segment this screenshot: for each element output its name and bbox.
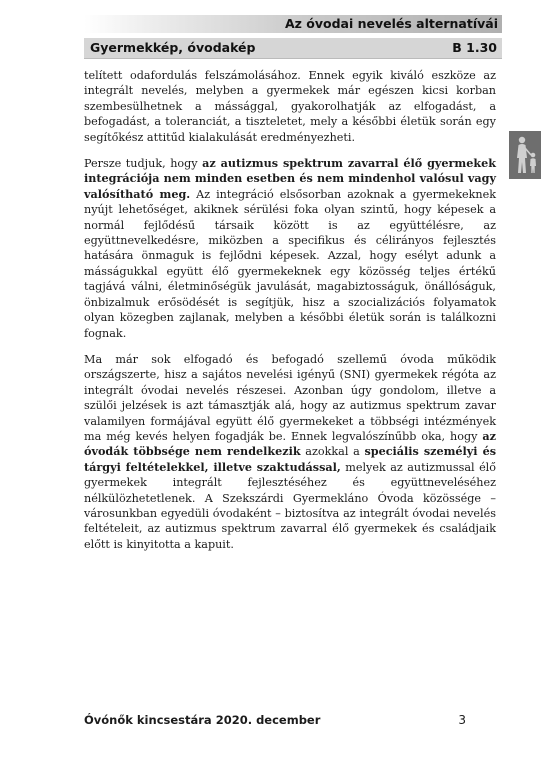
chapter-title: Gyermekkép, óvodakép: [90, 40, 256, 55]
parent-and-child-silhouette-icon: [509, 131, 541, 179]
side-tab: [509, 131, 541, 179]
chapter-code: B 1.30: [452, 40, 497, 55]
paragraph: [84, 352, 496, 552]
paragraph-text: azokkal a: [300, 445, 365, 459]
paragraph: [84, 68, 496, 145]
journal-footer: Óvónők kincsestára 2020. december: [84, 713, 321, 727]
paragraph-text: Az integráció elsősorban azoknak a gyermekeknek nyújt lehetőséget, akiknek sérülési foka olyan szintű, hogy képesek a normál fejlődésű társaik között is az együttélésre, az együttnevelkedésre, miközben a specifikus és célirányos fejlesztés hatására önmaguk is fejlődni képesek. Azzal, hogy esélyt adunk a másságukkal együtt élő gyermekeknek egy közösség teljes értékű tagjává válni, életminőségük javulását, magabiztosságuk, önállóságuk, önbizalmuk erősödését is segítjük, hisz a szocializációs folyamatok olyan közegben zajlanak, melyben a későbbi életük során is találkozni fognak.: [84, 187, 496, 340]
article-body: [84, 68, 496, 563]
paragraph: [84, 156, 496, 341]
paragraph-text: Persze tudjuk, hogy: [84, 157, 203, 171]
emphasis-text: az autizmus spektrum zavarral élő gyermekek integrációja nem minden esetben és nem mindenhol valósul vagy valósítható meg.: [84, 156, 496, 201]
paragraph-text: telített odafordulás felszámolásához. Ennek egyik kiváló eszköze az integrált nevelés, melyben a gyermekek már egészen kicsi korban szembesülhetnek a mássággal, gyakorolhatják az elfogadást, a befogadást, a toleranciát, a tiszteletet, mely a későbbi életük során egy segítőkész attitűd kialakulását eredményezheti.: [84, 69, 496, 144]
emphasis-text: speciális személyi és tárgyi feltételekkel, illetve szaktudással,: [84, 444, 496, 474]
emphasis-text: az óvodák többsége nem rendelkezik: [84, 428, 496, 459]
paragraph-text: melyek az autizmussal élő gyermekek integrált fejlesztéséhez és együttneveléséhez nélkülözhetetlenek. A Szekszárdi Gyermekláno Óvoda közössége – városunkban egyedüli óvodaként – biztosítva az integrált óvodai nevelés feltételeit, az autizmus spektrum zavarral élő gyermekek és családjaik előtt is kinyitotta a kapuit.: [84, 460, 496, 551]
section-title: Az óvodai nevelés alternatívái: [284, 16, 498, 31]
paragraph-text: Ma már sok elfogadó és befogadó szellemű óvoda működik országszerte, hisz a sajátos nevelési igényű (SNI) gyermekek régóta az integrált óvodai nevelés részesei. Azonban úgy gondolom, illetve a szülői jelzések is azt támasztják alá, hogy az autizmus spektrum zavar valamilyen formájával együtt élő gyermekeket a többségi intézmények ma még kevés helyen fogadják be. Ennek legvalószínűbb oka, hogy: [84, 352, 496, 443]
page-number: 3: [458, 713, 466, 727]
